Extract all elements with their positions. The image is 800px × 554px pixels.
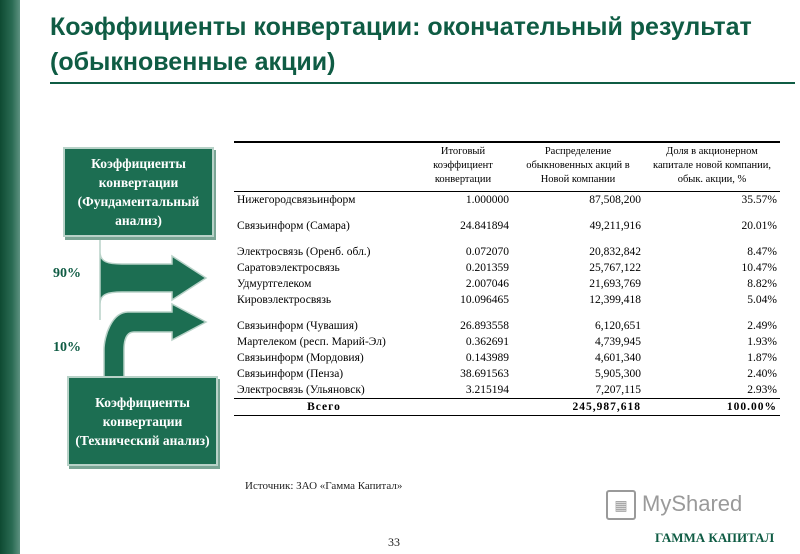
cell-share-pct: 20.01% bbox=[741, 220, 777, 232]
presentation-icon: ▦ bbox=[606, 490, 636, 520]
header-share: Доля в акционерном капитале новой компании, обык. акции, % bbox=[644, 141, 780, 192]
cell-shares: 25,767,122 bbox=[589, 262, 641, 274]
total-label: Всего bbox=[234, 399, 414, 416]
cell-company: Нижегородсвязьинформ bbox=[237, 194, 356, 206]
cell-shares: 4,739,945 bbox=[595, 336, 641, 348]
technical-analysis-box bbox=[67, 376, 218, 466]
cell-company: Удмуртгелеком bbox=[237, 278, 312, 290]
table-row bbox=[234, 218, 780, 234]
cell-company: Связьинформ (Мордовия) bbox=[237, 352, 364, 364]
total-shares: 245,987,618 bbox=[512, 399, 644, 416]
header-distribution: Распределение обыкновенных акций в Новой компании bbox=[512, 141, 644, 192]
cell-shares: 21,693,769 bbox=[589, 278, 641, 290]
fundamental-analysis-label: Коэффициенты конвертации (Фундаментальный анализ) bbox=[77, 156, 200, 228]
cell-company: Электросвязь (Ульяновск) bbox=[237, 384, 365, 396]
total-coefficient bbox=[414, 399, 512, 416]
technical-weight: 10% bbox=[53, 340, 81, 355]
cell-shares: 7,207,115 bbox=[595, 384, 641, 396]
page-number: 33 bbox=[388, 535, 400, 549]
header-company bbox=[234, 141, 414, 192]
cell-share-pct: 8.47% bbox=[747, 246, 777, 258]
cell-coefficient: 1.000000 bbox=[465, 194, 509, 206]
watermark-text: MyShared bbox=[642, 490, 743, 516]
page-title: Коэффициенты конвертации: окончательный результат (обыкновенные акции) bbox=[50, 13, 752, 76]
cell-share-pct: 1.93% bbox=[747, 336, 777, 348]
table-row bbox=[234, 192, 780, 209]
technical-analysis-label: Коэффициенты конвертации (Технический анализ) bbox=[75, 394, 210, 448]
cell-company: Саратовэлектросвязь bbox=[237, 262, 340, 274]
cell-share-pct: 2.49% bbox=[747, 320, 777, 332]
table-row bbox=[234, 318, 780, 334]
cell-shares: 12,399,418 bbox=[589, 294, 641, 306]
cell-coefficient: 2.007046 bbox=[465, 278, 509, 290]
cell-company: Мартелеком (респ. Марий-Эл) bbox=[237, 336, 386, 348]
cell-share-pct: 2.40% bbox=[747, 368, 777, 380]
table-row bbox=[234, 350, 780, 366]
cell-share-pct: 8.82% bbox=[747, 278, 777, 290]
cell-share-pct: 1.87% bbox=[747, 352, 777, 364]
cell-coefficient: 0.362691 bbox=[465, 336, 509, 348]
total-share-pct: 100.00% bbox=[644, 399, 780, 416]
table-row bbox=[234, 292, 780, 308]
cell-company: Кировэлектросвязь bbox=[237, 294, 332, 306]
cell-company: Электросвязь (Оренб. обл.) bbox=[237, 246, 371, 258]
cell-share-pct: 5.04% bbox=[747, 294, 777, 306]
table-header-row bbox=[234, 141, 780, 192]
cell-coefficient: 0.143989 bbox=[465, 352, 509, 364]
cell-coefficient: 0.201359 bbox=[465, 262, 509, 274]
brand-logo: ГАММА КАПИТАЛ bbox=[655, 530, 775, 545]
cell-share-pct: 10.47% bbox=[741, 262, 777, 274]
cell-share-pct: 2.93% bbox=[747, 384, 777, 396]
conversion-table bbox=[234, 141, 780, 416]
cell-share-pct: 35.57% bbox=[741, 194, 777, 206]
spacer-row bbox=[234, 308, 780, 318]
table-row bbox=[234, 366, 780, 382]
total-row bbox=[234, 399, 780, 416]
table-row bbox=[234, 260, 780, 276]
cell-coefficient: 0.072070 bbox=[465, 246, 509, 258]
table-row bbox=[234, 244, 780, 260]
cell-coefficient: 38.691563 bbox=[460, 368, 509, 380]
arrow-fundamental bbox=[100, 232, 206, 320]
cell-shares: 4,601,340 bbox=[595, 352, 641, 364]
cell-shares: 5,905,300 bbox=[595, 368, 641, 380]
table-row bbox=[234, 276, 780, 292]
fundamental-weight: 90% bbox=[53, 266, 81, 281]
arrow-technical bbox=[104, 304, 206, 378]
cell-shares: 20,832,842 bbox=[589, 246, 641, 258]
table-row bbox=[234, 334, 780, 350]
spacer-row bbox=[234, 208, 780, 218]
cell-coefficient: 24.841894 bbox=[460, 220, 509, 232]
watermark bbox=[606, 490, 742, 520]
cell-company: Связьинформ (Чувашия) bbox=[237, 320, 358, 332]
cell-coefficient: 10.096465 bbox=[460, 294, 509, 306]
fundamental-analysis-box bbox=[63, 147, 214, 237]
cell-coefficient: 26.893558 bbox=[460, 320, 509, 332]
spacer-row bbox=[234, 234, 780, 244]
cell-company: Связьинформ (Самара) bbox=[237, 220, 350, 232]
table-row bbox=[234, 382, 780, 399]
cell-shares: 49,211,916 bbox=[589, 220, 641, 232]
header-coefficient: Итоговый коэффициент конвертации bbox=[414, 141, 512, 192]
cell-coefficient: 3.215194 bbox=[465, 384, 509, 396]
cell-shares: 6,120,651 bbox=[595, 320, 641, 332]
cell-shares: 87,508,200 bbox=[589, 194, 641, 206]
cell-company: Связьинформ (Пенза) bbox=[237, 368, 344, 380]
source-note: Источник: ЗАО «Гамма Капитал» bbox=[245, 480, 403, 492]
